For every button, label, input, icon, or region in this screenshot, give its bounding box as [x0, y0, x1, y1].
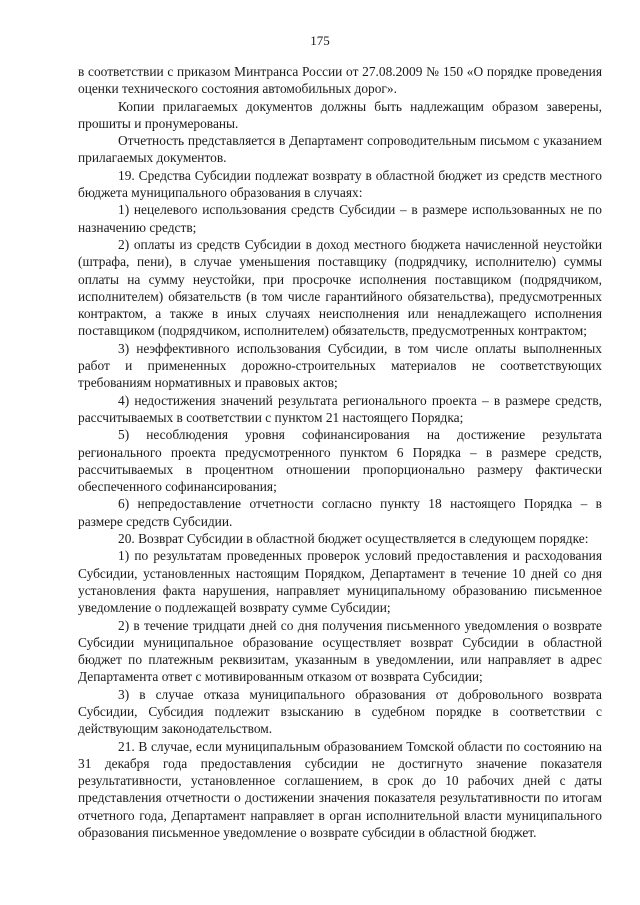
page-number: 175 — [310, 33, 330, 48]
paragraph-clause-20: 20. Возврат Субсидии в областной бюджет осуществляется в следующем порядке: — [118, 531, 589, 547]
paragraph-20-item-2: 2) в течение тридцати дней со дня получения письменного уведомления о возврате Субсидии муниципальное образование осуществляет возврат Субсидии в областной бюджет по платежным реквизитам, указанным в уведомлении, или направляет в адрес Департамента ответ с мотивированным отказом от возврата Субсидии; — [78, 617, 602, 685]
paragraph-continuation: в соответствии с приказом Минтранса России от 27.08.2009 № 150 «О порядке проведения оценки технического состояния автомобильных дорог». — [78, 64, 602, 97]
paragraph-copies: Копии прилагаемых документов должны быть надлежащим образом заверены, прошиты и пронумерованы. — [78, 98, 602, 131]
paragraph-19-item-2: 2) оплаты из средств Субсидии в доход местного бюджета начисленной неустойки (штрафа, пени), в случае уменьшения поставщику (подрядчику, исполнителю) суммы оплаты на сумму неустойки, при просрочке исполнения поставщиком (подрядчиком, исполнителем) обязательств (в том числе гарантийного обязательства), предусмотренных контрактом, а также в иных случаях неисполнения или ненадлежащего исполнения поставщиком (подрядчиком, исполнителем) обязательств, предусмотренных контрактом; — [78, 236, 602, 339]
paragraph-19-item-5: 5) несоблюдения уровня софинансирования на достижение результата регионального проекта предусмотренного пунктом 6 Порядка – в размере средств, рассчитываемых в процентном отношении пропорционально размеру фактически обеспеченного софинансирования; — [78, 427, 602, 495]
paragraph-20-item-3: 3) в случае отказа муниципального образования от добровольного возврата Субсидии, Субсидия подлежит взысканию в судебном порядке в соответствии с действующим законодательством. — [78, 686, 602, 737]
paragraph-19-item-6: 6) непредоставление отчетности согласно пункту 18 настоящего Порядка – в размере средств Субсидии. — [78, 496, 602, 529]
paragraph-reporting: Отчетность представляется в Департамент сопроводительным письмом с указанием прилагаемых документов. — [78, 133, 602, 166]
paragraph-clause-19: 19. Средства Субсидии подлежат возврату в областной бюджет из средств местного бюджета муниципального образования в случаях: — [78, 167, 602, 201]
paragraph-clause-21: 21. В случае, если муниципальным образованием Томской области по состоянию на 31 декабря года предоставления субсидии не достигнуто значение показателя результативности, установленное соглашением, в срок до 10 рабочих дней с даты представления отчетности о достижении значения показателя результативности по итогам отчетного года, Департамент направляет в орган исполнительной власти муниципального образования письменное уведомление о возврате субсидии в областной бюджет. — [78, 738, 602, 841]
paragraph-19-item-3: 3) неэффективного использования Субсидии, в том числе оплаты выполненных работ и примененных дорожно-строительных материалов не соответствующих требованиям нормативных и правовых актов; — [78, 340, 602, 391]
paragraph-19-item-1: 1) нецелевого использования средств Субсидии – в размере использованных не по назначению средств; — [78, 202, 602, 235]
document-body — [78, 63, 602, 841]
paragraph-20-item-1: 1) по результатам проведенных проверок условий предоставления и расходования Субсидии, установленных настоящим Порядком, Департамент в течение 10 дней со дня установления факта нарушения, направляет муниципальному образованию письменное уведомление о подлежащей возврату сумме Субсидии; — [78, 548, 602, 616]
paragraph-19-item-4: 4) недостижения значений результата регионального проекта – в размере средств, рассчитываемых в соответствии с пунктом 21 настоящего Порядка; — [78, 392, 602, 425]
